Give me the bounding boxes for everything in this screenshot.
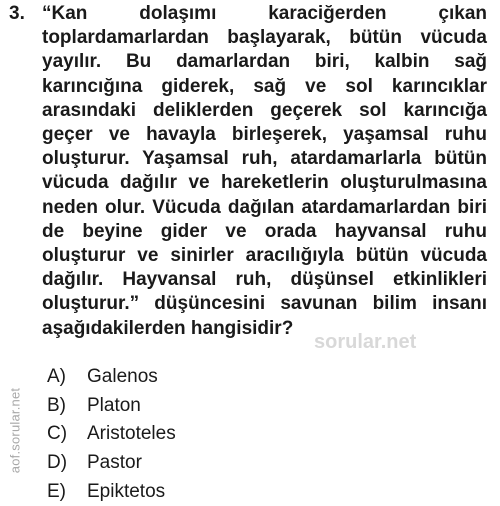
question-text: “Kan dolaşımı karaciğerden çıkan toplardamarlardan başlayarak, bütün vücuda yayılır. Bu damarlardan biri, kalbin sağ karıncığına giderek, sağ ve sol karıncıklar arasındaki deliklerden geçerek sol karıncığa geçer ve havayla birleşerek, yaşamsal ruhu oluşturur. Yaşamsal ruh, atardamarlarla bütün vücuda dağılır ve hareketlerin oluşturulmasına neden olur. Vücuda dağılan atardamarlardan biri de beyine gider ve orada hayvansal ruhu oluşturur ve sinirler aracılığıyla bütün vücuda dağılır. Hayvansal ruh, düşünsel etkinlikleri oluşturur.” düşüncesini savunan bilim insanı aşağıdakilerden hangisidir? [42,3,487,339]
option-e[interactable] [47,477,347,506]
side-watermark: aof.sorular.net [7,387,23,474]
option-text: Galenos [87,366,158,388]
option-letter: B) [47,394,66,416]
option-b[interactable] [47,392,347,421]
question-block [9,0,495,341]
question-number: 3. [9,3,25,24]
option-letter: E) [47,480,66,502]
option-letter: D) [47,452,68,474]
option-a[interactable] [47,363,347,392]
option-letter: C) [47,423,68,445]
option-letter: A) [47,366,66,388]
option-text: Pastor [87,452,142,474]
option-text: Platon [87,394,141,416]
option-d[interactable] [47,449,347,478]
answer-options [47,363,347,506]
option-text: Aristoteles [87,423,176,445]
center-watermark: sorular.net [314,331,417,353]
option-c[interactable] [47,420,347,449]
option-text: Epiktetos [87,480,166,502]
